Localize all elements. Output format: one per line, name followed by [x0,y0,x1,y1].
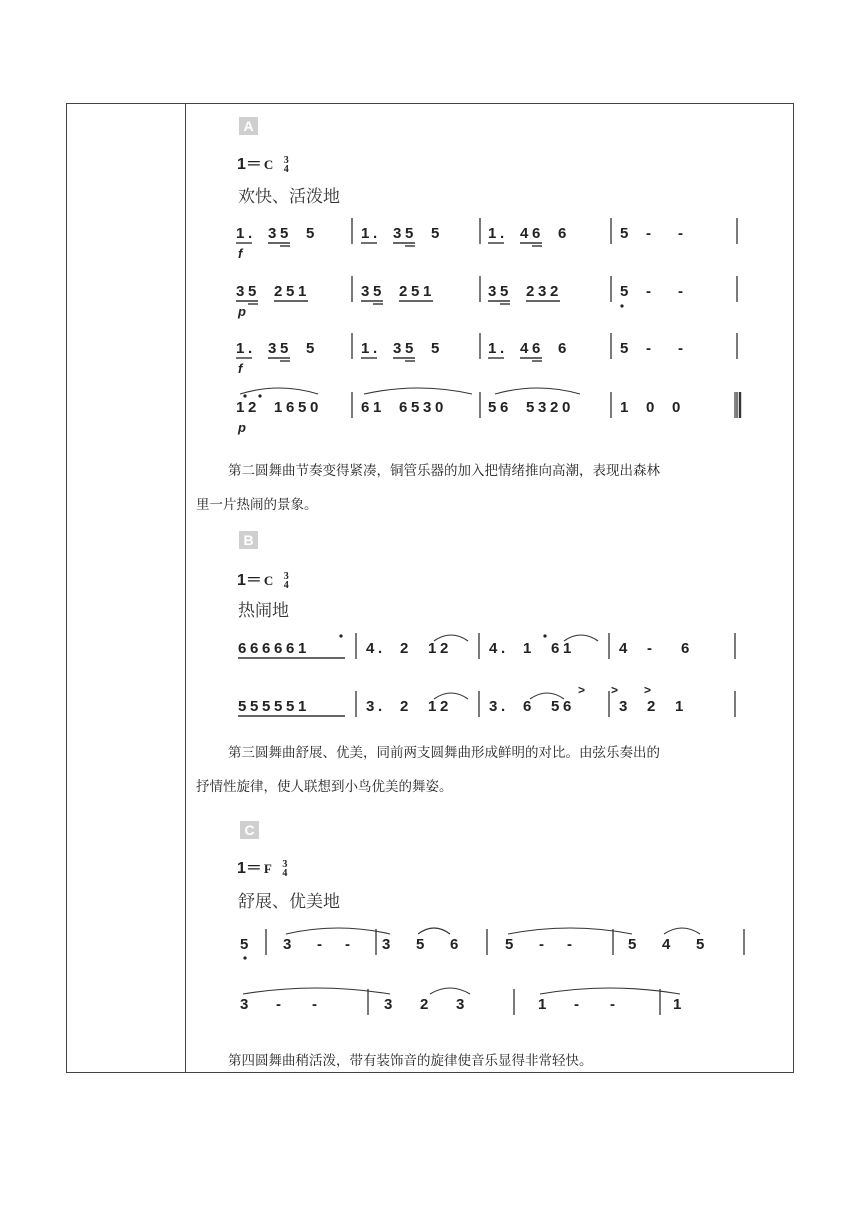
score-note-a-r3-m1: 5 [411,399,420,416]
score-note-a-r0-m0: 5 [306,225,315,242]
score-note-a-r2-m1: 5 [431,340,440,357]
score-note-b-r0-m3: 6 [681,640,690,657]
score-note-b-r1-m0: 1 [298,698,307,715]
score-note-b-r1-m2: 3 [489,698,498,715]
score-note-a-r3-m2: 2 [550,399,559,416]
score-slur-c [430,988,470,994]
score-note-b-r1-m1: 3 [366,698,375,715]
score-note-b-r1-m2: . [501,698,506,715]
score-note-c-r1-m0: - [312,996,317,1013]
score-note-a-r2-m1: 5 [405,340,414,357]
section-c-key: 1＝ [237,860,262,877]
score-note-a-r2-m3: 5 [620,340,629,357]
score-note-a-r0-m1: 1 [361,225,370,242]
score-note-a-r2-m0: 3 [268,340,277,357]
score-note-c-r1-m2: 1 [538,996,547,1013]
score-note-a-r1-m2: 3 [488,283,497,300]
score-note-a-r1-m1: 2 [399,283,408,300]
score-note-a-r3-m2: 5 [488,399,497,416]
score-note-b-r1-m0: 5 [286,698,295,715]
score-note-b-r0-m2: 4 [489,640,498,657]
score-note-a-r2-m2: 6 [532,340,541,357]
score-note-a-r3-m3: 1 [620,399,629,416]
score-note-a-r2-m2: 6 [558,340,567,357]
section-b-key: 1＝ [237,572,262,589]
score-note-c-r0-m2: 5 [416,936,425,953]
score-note-b-r0-m2: 1 [563,640,572,657]
score-note-a-r3-m3: 0 [646,399,655,416]
section-a-key-note: C [263,157,274,172]
score-note-b-r1-m1: 2 [440,698,449,715]
score-note-a-r0-m2: 6 [532,225,541,242]
score-note-a-r3-m3: 0 [672,399,681,416]
score-note-a-r1-m0: 3 [236,283,245,300]
score-dynamic-a-0: f [238,246,243,261]
score-accent-b: > [644,683,652,697]
score-note-a-r0-m3: - [646,225,651,242]
score-note-b-r1-m2: 6 [563,698,572,715]
score-low-dot-c [243,956,246,959]
score-note-a-r3-m1: 6 [361,399,370,416]
score-note-b-r1-m3: 3 [619,698,628,715]
section-b-label: B [239,531,258,549]
score-note-b-r1-m0: 5 [250,698,259,715]
score-note-a-r0-m0: 5 [280,225,289,242]
score-note-a-r2-m2: 4 [520,340,529,357]
paragraph-third-waltz-line2: 抒情性旋律，使人联想到小鸟优美的舞姿。 [196,779,453,795]
score-note-b-r0-m3: - [647,640,652,657]
score-note-a-r3-m0: 5 [298,399,307,416]
score-note-c-r0-m2: 6 [450,936,459,953]
section-c-tempo: 舒展、优美地 [238,892,340,912]
score-note-b-r0-m1: 2 [440,640,449,657]
score-note-b-r1-m2: 6 [523,698,532,715]
score-note-a-r2-m1: . [373,340,378,357]
score-note-a-r3-m1: 0 [435,399,444,416]
paragraph-fourth-waltz-line1: 第四圆舞曲稍活泼，带有装饰音的旋律使音乐显得非常轻快。 [228,1053,593,1069]
section-a-tempo: 欢快、活泼地 [238,187,340,207]
score-low-dot-a [620,304,623,307]
score-note-a-r2-m3: - [646,340,651,357]
score-note-c-r0-m3: 5 [505,936,514,953]
score-note-a-r3-m1: 3 [423,399,432,416]
score-note-a-r1-m0: 2 [274,283,283,300]
score-note-a-r0-m0: 3 [268,225,277,242]
score-note-a-r3-m2: 5 [526,399,535,416]
score-accent-b: > [611,683,619,697]
section-a-time-bottom: 4 [283,163,289,175]
score-note-a-r0-m3: - [678,225,683,242]
score-note-b-r0-m1: 2 [400,640,409,657]
section-b-key-note: C [263,573,274,588]
score-dynamic-a-1: p [238,304,246,319]
score-note-b-r0-m1: 4 [366,640,375,657]
score-note-a-r2-m2: 1 [488,340,497,357]
score-note-a-r0-m2: 1 [488,225,497,242]
score-note-c-r1-m1: 3 [384,996,393,1013]
score-note-a-r2-m3: - [678,340,683,357]
score-note-a-r3-m2: 6 [500,399,509,416]
score-note-b-r1-m1: 2 [400,698,409,715]
score-note-a-r2-m0: 1 [236,340,245,357]
score-note-c-r1-m1: 2 [420,996,429,1013]
score-slur-a [495,388,580,394]
section-c-key-note: F [263,861,272,876]
score-note-a-r3-m0: 1 [236,399,245,416]
score-note-c-r1-m0: 3 [240,996,249,1013]
score-note-a-r1-m2: 3 [538,283,547,300]
score-note-b-r0-m0: 6 [262,640,271,657]
score-note-a-r1-m2: 2 [550,283,559,300]
score-note-b-r0-m0: 6 [286,640,295,657]
paragraph-second-waltz-line2: 里一片热闹的景象。 [196,497,318,513]
score-note-b-r0-m2: 1 [523,640,532,657]
score-note-c-r0-m4: 5 [696,936,705,953]
score-note-a-r3-m1: 6 [399,399,408,416]
score-note-a-r1-m2: 5 [500,283,509,300]
score-note-b-r0-m0: 6 [238,640,247,657]
score-note-c-r1-m0: - [276,996,281,1013]
score-note-b-r0-m1: . [378,640,383,657]
score-dynamic-a-2: f [238,361,243,376]
score-note-a-r0-m1: . [373,225,378,242]
score-note-c-r0-m3: - [539,936,544,953]
score-note-c-r0-m2: 3 [382,936,391,953]
score-note-b-r1-m2: 5 [551,698,560,715]
score-note-a-r3-m0: 2 [248,399,257,416]
section-c-label: C [240,821,259,839]
section-a-time-top: 3 [283,154,289,166]
score-note-a-r0-m1: 3 [393,225,402,242]
score-note-c-r1-m1: 3 [456,996,465,1013]
score-note-a-r2-m0: . [248,340,253,357]
score-note-a-r1-m1: 5 [411,283,420,300]
score-note-a-r0-m2: . [500,225,505,242]
score-note-a-r3-m2: 0 [562,399,571,416]
score-high-dot-a [258,394,261,397]
score-note-c-r0-m3: - [567,936,572,953]
score-note-a-r1-m3: - [646,283,651,300]
score-note-c-r0-m4: 4 [662,936,671,953]
score-note-c-r1-m2: - [610,996,615,1013]
score-note-b-r0-m0: 6 [274,640,283,657]
score-note-a-r2-m0: 5 [280,340,289,357]
score-note-a-r2-m1: 1 [361,340,370,357]
score-accent-b: > [578,683,586,697]
score-note-b-r0-m1: 1 [428,640,437,657]
section-b-time-bottom: 4 [283,579,289,591]
score-note-a-r1-m1: 1 [423,283,432,300]
score-high-dot-a [243,394,246,397]
score-note-a-r1-m1: 3 [361,283,370,300]
score-note-b-r1-m3: 2 [647,698,656,715]
score-note-b-r1-m0: 5 [274,698,283,715]
score-note-b-r0-m2: . [501,640,506,657]
score-note-a-r2-m2: . [500,340,505,357]
section-b-tempo: 热闹地 [238,601,289,621]
score-slur-c [286,928,390,934]
paragraph-third-waltz-line1: 第三圆舞曲舒展、优美，同前两支圆舞曲形成鲜明的对比。由弦乐奏出的 [228,745,660,761]
score-note-b-r0-m2: 6 [551,640,560,657]
score-note-a-r1-m0: 1 [298,283,307,300]
score-note-a-r0-m0: 1 [236,225,245,242]
score-note-a-r0-m0: . [248,225,253,242]
score-slur-c [418,928,450,934]
section-c-time-bottom: 4 [282,867,288,879]
score-slur-c [664,928,700,934]
score-slur-c [540,988,680,994]
score-note-b-r0-m3: 4 [619,640,628,657]
score-note-b-r1-m1: . [378,698,383,715]
score-note-b-r0-m0: 6 [250,640,259,657]
score-note-c-r1-m2: - [574,996,579,1013]
score-note-a-r1-m2: 2 [526,283,535,300]
score-note-a-r0-m2: 6 [558,225,567,242]
section-c-time-top: 3 [282,858,288,870]
score-note-a-r0-m1: 5 [431,225,440,242]
section-b-time-top: 3 [283,570,289,582]
score-note-a-r1-m3: 5 [620,283,629,300]
score-high-dot-b [543,634,546,637]
score-note-c-r0-m4: 5 [628,936,637,953]
score-note-a-r3-m0: 6 [286,399,295,416]
score-note-c-r0-m1: - [317,936,322,953]
score-note-a-r3-m0: 1 [274,399,283,416]
section-a-key: 1＝ [237,156,262,173]
score-dynamic-a-3: p [238,420,246,435]
score-note-b-r1-m0: 5 [262,698,271,715]
score-note-b-r1-m1: 1 [428,698,437,715]
score-note-b-r0-m0: 1 [298,640,307,657]
paragraph-second-waltz-line1: 第二圆舞曲节奏变得紧凑，铜管乐器的加入把情绪推向高潮，表现出森林 [228,463,660,479]
score-note-c-r1-m3: 1 [673,996,682,1013]
score-note-c-r0-m1: - [345,936,350,953]
score-note-a-r3-m1: 1 [373,399,382,416]
score-note-a-r1-m0: 5 [248,283,257,300]
score-note-a-r3-m0: 0 [310,399,319,416]
score-note-a-r0-m3: 5 [620,225,629,242]
score-note-a-r2-m0: 5 [306,340,315,357]
section-a-label: A [239,117,258,135]
score-note-a-r1-m0: 5 [286,283,295,300]
score-note-a-r2-m1: 3 [393,340,402,357]
score-note-a-r0-m1: 5 [405,225,414,242]
score-high-dot-b [339,634,342,637]
score-slur-a [240,388,318,394]
score-note-a-r1-m3: - [678,283,683,300]
score-note-a-r3-m2: 3 [538,399,547,416]
score-note-a-r1-m1: 5 [373,283,382,300]
score-note-b-r1-m0: 5 [238,698,247,715]
score-note-a-r0-m2: 4 [520,225,529,242]
score-slur-a [364,388,472,394]
score-note-c-r0-m1: 3 [283,936,292,953]
score-note-c-r0-m0: 5 [240,936,249,953]
score-note-b-r1-m3: 1 [675,698,684,715]
